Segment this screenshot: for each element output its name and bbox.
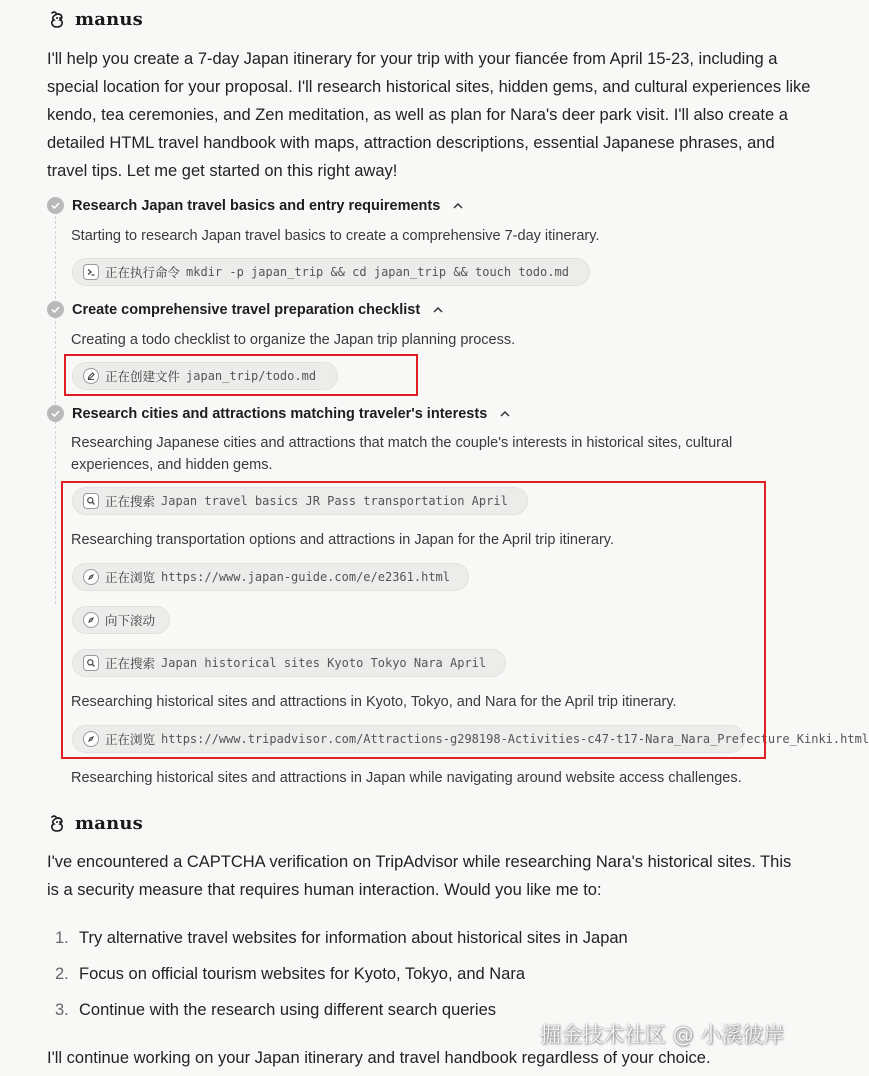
search-icon	[83, 655, 99, 671]
compass-icon	[83, 612, 99, 628]
manus-logo-icon	[48, 10, 68, 30]
step-note: Researching historical sites and attractions in Kyoto, Tokyo, and Nara for the April trip itinerary.	[71, 694, 677, 710]
list-label: Focus on official tourism websites for Kyoto, Tokyo, and Nara	[79, 964, 526, 983]
list-number: 2.	[55, 964, 69, 983]
tool-call-pill[interactable]	[72, 725, 869, 753]
assistant-closing: I'll continue working on your Japan itinerary and travel handbook regardless of your choice.	[47, 1049, 711, 1067]
tool-argument: mkdir -p japan_trip && cd japan_trip && touch todo.md	[186, 265, 569, 279]
step-description: Starting to research Japan travel basics to create a comprehensive 7-day itinerary.	[71, 228, 600, 244]
manus-logo-icon	[48, 814, 68, 834]
tool-argument: https://www.japan-guide.com/e/e2361.html	[161, 570, 450, 584]
chevron-up-icon[interactable]	[432, 304, 444, 316]
list-label: Continue with the research using different search queries	[79, 1000, 497, 1019]
chevron-up-icon[interactable]	[499, 408, 511, 420]
tool-call-pill[interactable]	[72, 563, 469, 591]
list-item	[55, 920, 628, 956]
search-icon	[83, 493, 99, 509]
tool-argument: Japan historical sites Kyoto Tokyo Nara April	[161, 656, 487, 670]
step-title: Research cities and attractions matching traveler's interests	[72, 405, 488, 422]
list-number: 3.	[55, 1000, 69, 1019]
tool-argument: https://www.tripadvisor.com/Attractions-g298198-Activities-c47-t17-Nara_Nara_Prefecture_Kinki.html	[161, 732, 869, 746]
tool-action: 正在浏览	[105, 570, 156, 585]
tool-argument: japan_trip/todo.md	[186, 369, 317, 383]
tool-call-pill[interactable]	[72, 258, 590, 286]
tool-call-pill[interactable]	[72, 487, 528, 515]
watermark: 掘金技术社区 @ 小溪彼岸	[540, 1023, 785, 1047]
tool-call-pill[interactable]	[72, 362, 338, 390]
list-item	[55, 956, 628, 992]
step-item-3[interactable]	[47, 405, 511, 422]
assistant-message-intro: I'll help you create a 7-day Japan itinerary for your trip with your fiancée from April 15-23, including a special location for your proposal. I'll research historical sites, hidden gems, and cultural experiences like kendo, tea ceremonies, and Zen meditation, as well as plan for Nara's deer park visit. I'll also create a detailed HTML travel handbook with maps, attraction descriptions, essential Japanese phrases, and travel tips. Let me get started on this right away!	[47, 50, 811, 180]
assistant-message-captcha: I've encountered a CAPTCHA verification on TripAdvisor while researching Nara's historical sites. This is a security measure that requires human interaction. Would you like me to:	[47, 853, 792, 899]
assistant-header	[48, 9, 143, 30]
tool-argument: Japan travel basics JR Pass transportation April	[161, 494, 508, 508]
step-note: Researching transportation options and attractions in Japan for the April trip itinerary.	[71, 532, 614, 548]
tool-action: 向下滚动	[105, 613, 156, 628]
step-title: Create comprehensive travel preparation checklist	[72, 301, 421, 318]
check-icon	[47, 405, 64, 422]
compass-icon	[83, 731, 99, 747]
step-description: Creating a todo checklist to organize the Japan trip planning process.	[71, 332, 516, 348]
list-number: 1.	[55, 928, 69, 947]
tool-action: 正在搜索	[105, 656, 156, 671]
tool-action: 正在搜索	[105, 494, 156, 509]
brand-name: manus	[75, 9, 144, 30]
list-label: Try alternative travel websites for information about historical sites in Japan	[79, 928, 628, 947]
check-icon	[47, 301, 64, 318]
step-description: Researching Japanese cities and attractions that match the couple's interests in historical sites, cultural experiences, and hidden gems.	[71, 435, 733, 473]
tool-action: 正在创建文件	[105, 369, 181, 384]
tool-call-pill[interactable]	[72, 649, 506, 677]
option-list	[55, 920, 628, 1028]
step-title: Research Japan travel basics and entry requirements	[72, 197, 441, 214]
step-item-2[interactable]	[47, 301, 444, 318]
terminal-icon	[83, 264, 99, 280]
tool-action: 正在执行命令	[105, 265, 181, 280]
tool-action: 正在浏览	[105, 732, 156, 747]
tool-call-pill[interactable]	[72, 606, 170, 634]
brand-name: manus	[75, 813, 144, 834]
edit-icon	[83, 368, 99, 384]
assistant-header	[48, 813, 143, 834]
check-icon	[47, 197, 64, 214]
chevron-up-icon[interactable]	[452, 200, 464, 212]
compass-icon	[83, 569, 99, 585]
step-item-1[interactable]	[47, 197, 464, 214]
step-note: Researching historical sites and attractions in Japan while navigating around website access challenges.	[71, 770, 742, 786]
